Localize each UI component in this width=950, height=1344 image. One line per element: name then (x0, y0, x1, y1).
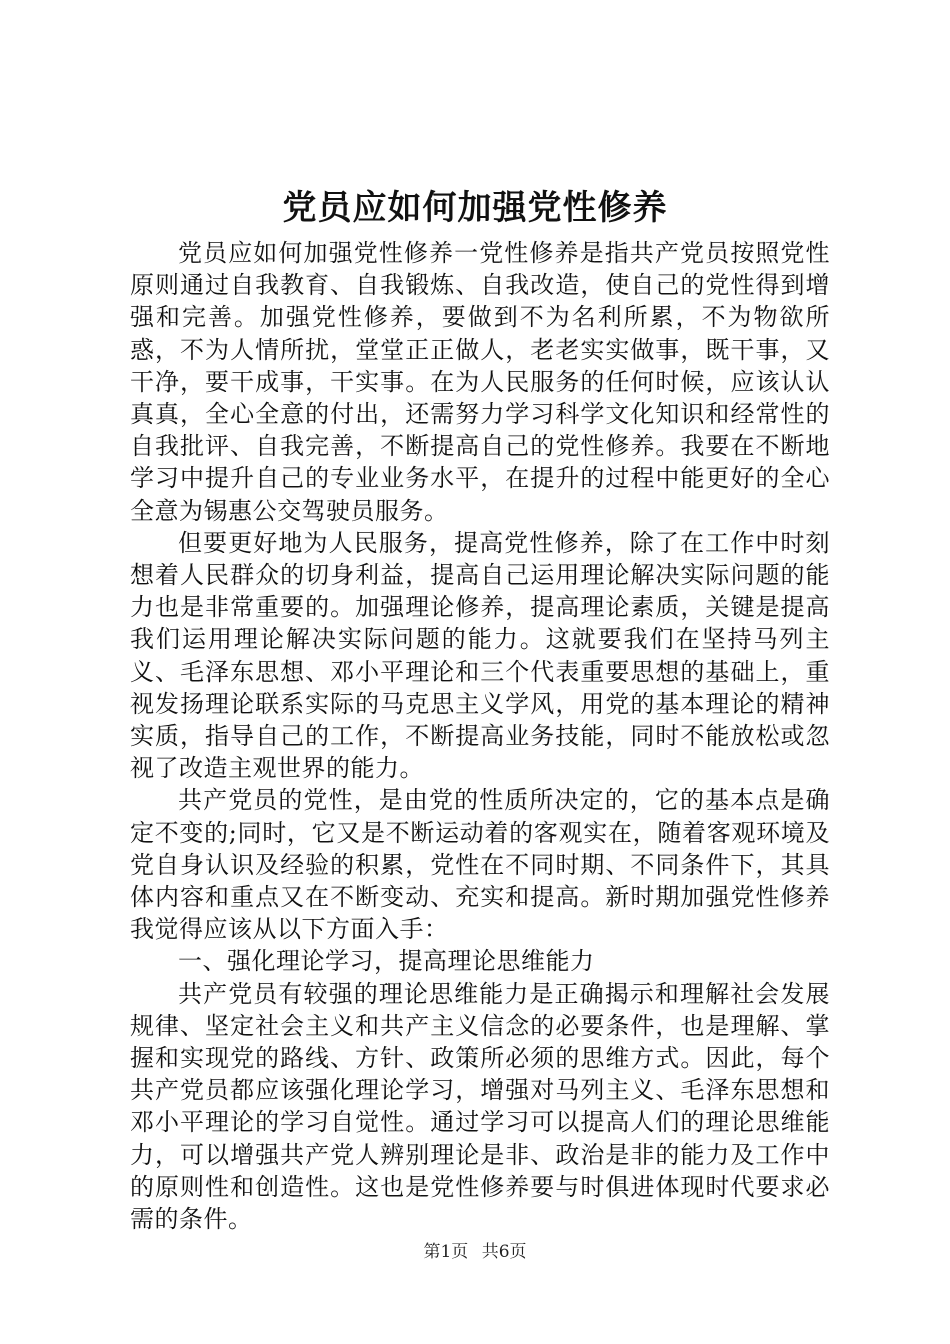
document-body (130, 237, 830, 1235)
paragraph-3: 共产党员的党性，是由党的性质所决定的，它的基本点是确定不变的;同时，它又是不断运动着的客观实在，随着客观环境及党自身认识及经验的积累，党性在不同时期、不同条件下，其具体内容和重点又在不断变动、充实和提高。新时期加强党性修养我觉得应该从以下方面入手： (130, 786, 830, 944)
page-footer (0, 1240, 950, 1264)
paragraph-2: 但要更好地为人民服务，提高党性修养，除了在工作中时刻想着人民群众的切身利益，提高自己运用理论解决实际问题的能力也是非常重要的。加强理论修养，提高理论素质，关键是提高我们运用理论解决实际问题的能力。这就要我们在坚持马列主义、毛泽东思想、邓小平理论和三个代表重要思想的基础上，重视发扬理论联系实际的马克思主义学风，用党的基本理论的精神实质，指导自己的工作，不断提高业务技能，同时不能放松或忽视了改造主观世界的能力。 (130, 528, 830, 783)
page-total: 共6页 (481, 1242, 527, 1262)
paragraph-4: 共产党员有较强的理论思维能力是正确揭示和理解社会发展规律、坚定社会主义和共产主义信念的必要条件，也是理解、掌握和实现党的路线、方针、政策所必须的思维方式。因此，每个共产党员都应该强化理论学习，增强对马列主义、毛泽东思想和邓小平理论的学习自觉性。通过学习可以提高人们的理论思维能力，可以增强共产党人辨别理论是非、政治是非的能力及工作中的原则性和创造性。这也是党性修养要与时俱进体现时代要求必需的条件。 (130, 979, 830, 1234)
section-heading-1: 一、强化理论学习，提高理论思维能力 (178, 947, 595, 976)
document-title: 党员应如何加强党性修养 (282, 188, 668, 228)
page-number: 第1页 (423, 1242, 469, 1262)
paragraph-1: 党员应如何加强党性修养一党性修养是指共产党员按照党性原则通过自我教育、自我锻炼、自我改造，使自己的党性得到增强和完善。加强党性修养，要做到不为名利所累，不为物欲所惑，不为人情所扰，堂堂正正做人，老老实实做事，既干事，又干净，要干成事，干实事。在为人民服务的任何时候，应该认认真真，全心全意的付出，还需努力学习科学文化知识和经常性的自我批评、自我完善，不断提高自己的党性修养。我要在不断地学习中提升自己的专业业务水平，在提升的过程中能更好的全心全意为锡惠公交驾驶员服务。 (130, 239, 830, 525)
